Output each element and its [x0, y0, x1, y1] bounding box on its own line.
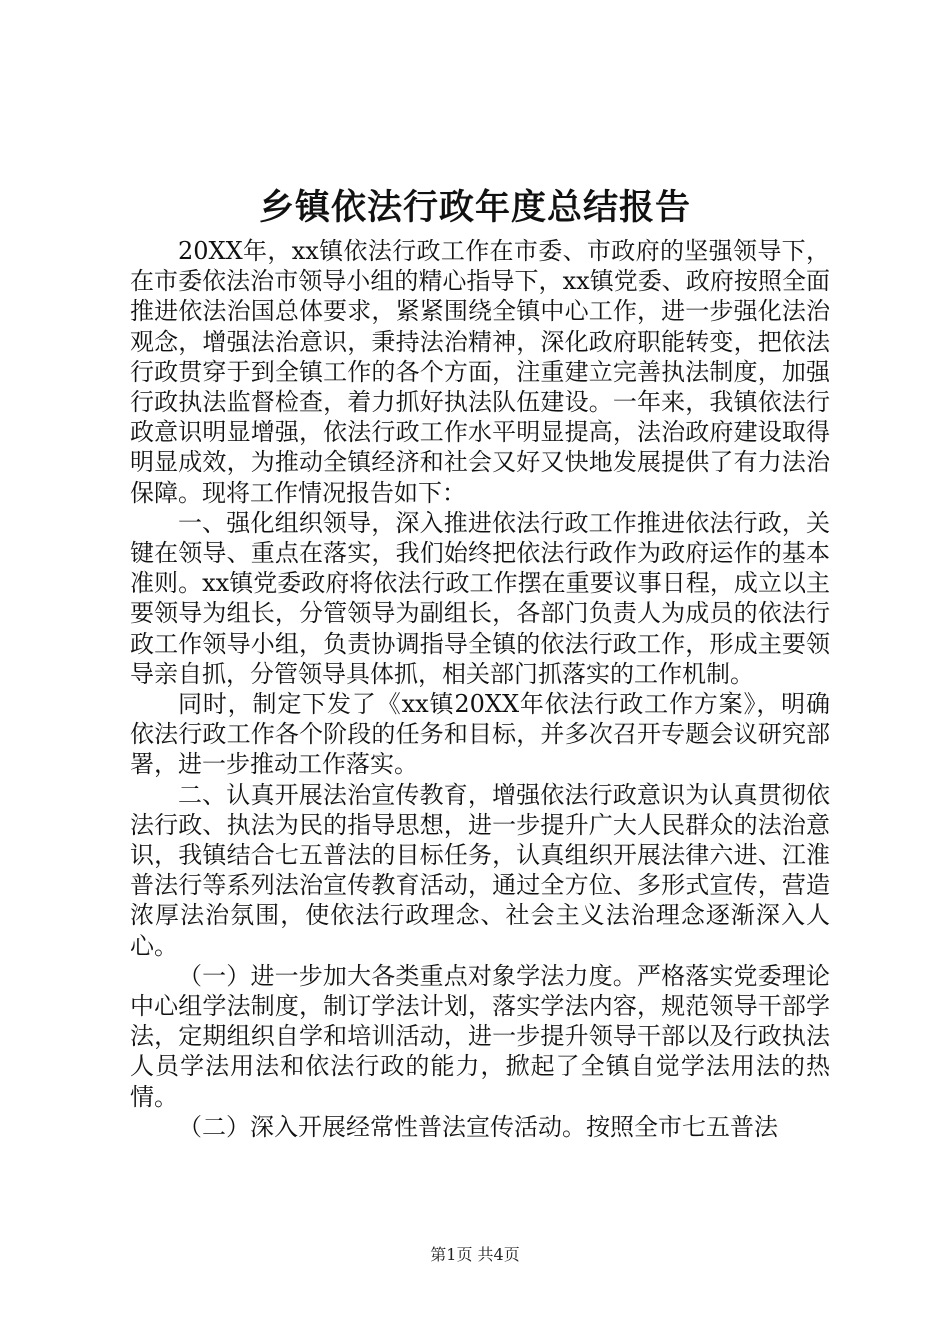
document-title: 乡镇依法行政年度总结报告 [258, 187, 691, 228]
page-number-footer: 第1页 共4页 [430, 1245, 520, 1264]
paragraph-subsection-2: （二）深入开展经常性普法宣传活动。按照全市七五普法 [178, 1112, 778, 1141]
paragraph-intro: 20XX年，xx镇依法行政工作在市委、市政府的坚强领导下，在市委依法治市领导小组的精心指导下，xx镇党委、政府按照全面推进依法治国总体要求，紧紧围绕全镇中心工作，进一步强化法治观念，增强法治意识，秉持法治精神，深化政府职能转变，把依法行政贯穿于到全镇工作的各个方面，注重建立完善执法制度，加强行政执法监督检查，着力抓好执法队伍建设。一年来，我镇依法行政意识明显增强，依法行政工作水平明显提高，法治政府建设取得明显成效，为推动全镇经济和社会又好又快地发展提供了有力法治保障。现将工作情况报告如下： [130, 237, 830, 507]
paragraph-section-1: 一、强化组织领导，深入推进依法行政工作推进依法行政，关键在领导、重点在落实，我们始终把依法行政作为政府运作的基本准则。xx镇党委政府将依法行政工作摆在重要议事日程，成立以主要领导为组长，分管领导为副组长，各部门负责人为成员的依法行政工作领导小组，负责协调指导全镇的依法行政工作，形成主要领导亲自抓，分管领导具体抓，相关部门抓落实的工作机制。 [130, 508, 830, 688]
document-body [130, 236, 830, 1142]
paragraph-section-2: 二、认真开展法治宣传教育，增强依法行政意识为认真贯彻依法行政、执法为民的指导思想，进一步提升广大人民群众的法治意识，我镇结合七五普法的目标任务，认真组织开展法律六进、江淮普法行等系列法治宣传教育活动，通过全方位、多形式宣传，营造浓厚法治氛围，使依法行政理念、社会主义法治理念逐渐深入人心。 [130, 780, 830, 960]
paragraph-section-1-cont: 同时，制定下发了《xx镇20XX年依法行政工作方案》，明确依法行政工作各个阶段的任务和目标，并多次召开专题会议研究部署，进一步推动工作落实。 [130, 690, 830, 779]
paragraph-subsection-1: （一）进一步加大各类重点对象学法力度。严格落实党委理论中心组学法制度，制订学法计划，落实学法内容，规范领导干部学法，定期组织自学和培训活动，进一步提升领导干部以及行政执法人员学法用法和依法行政的能力，掀起了全镇自觉学法用法的热情。 [130, 961, 830, 1111]
